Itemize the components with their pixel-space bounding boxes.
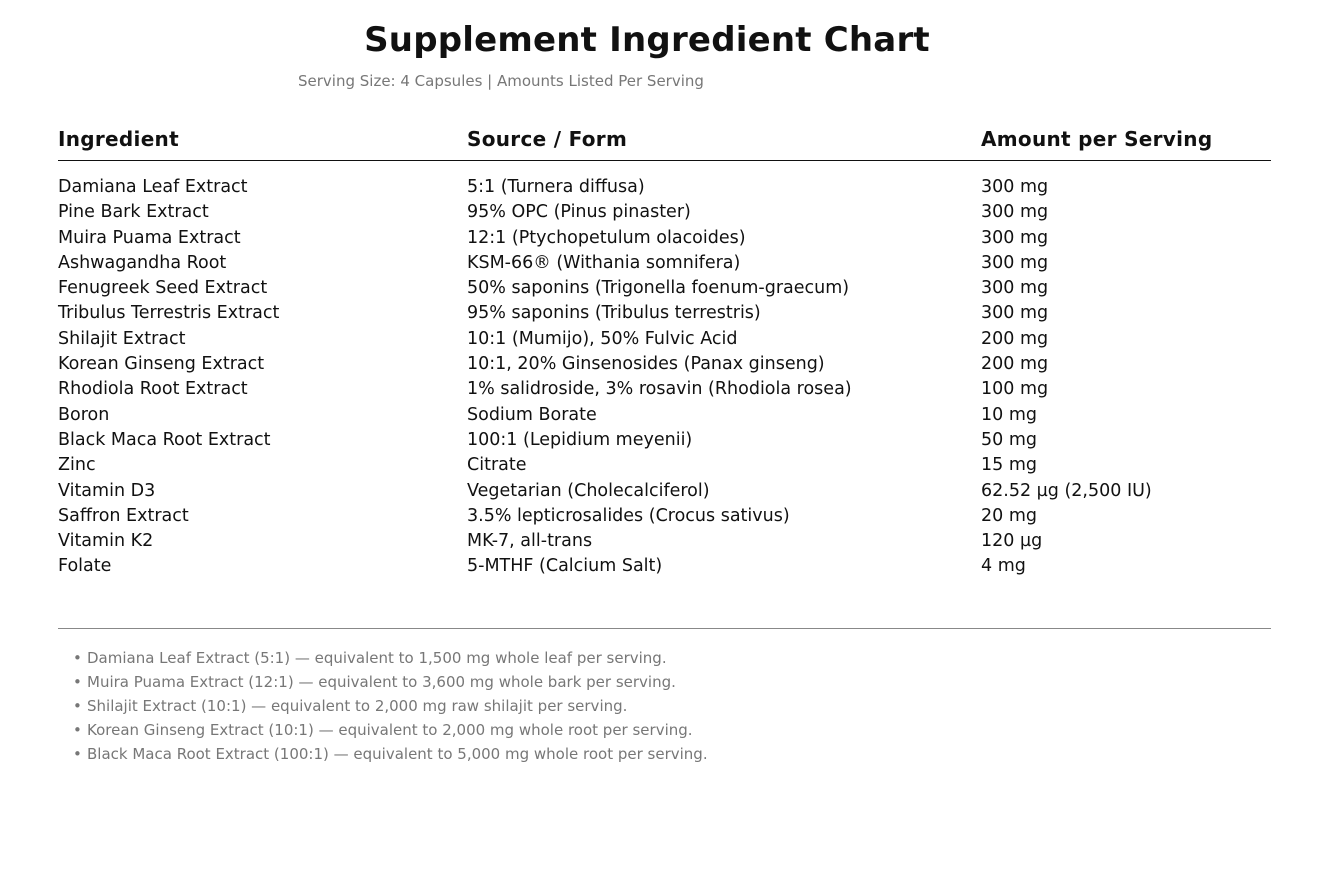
ingredient-cell: Zinc	[58, 455, 96, 476]
table-row	[58, 228, 1271, 253]
table-row	[58, 177, 1271, 202]
column-header-source: Source / Form	[467, 127, 628, 151]
footnote-item	[73, 744, 708, 768]
ingredient-cell: Rhodiola Root Extract	[58, 379, 248, 400]
amount-cell: 300 mg	[981, 227, 1049, 248]
bullet-icon: •	[73, 673, 82, 691]
table-row	[58, 379, 1271, 404]
footnote-text: Black Maca Root Extract (100:1) — equivalent to 5,000 mg whole root per serving.	[87, 745, 708, 763]
footnote-text: Korean Ginseng Extract (10:1) — equivalent to 2,000 mg whole root per serving.	[87, 721, 693, 739]
ingredient-cell: Ashwagandha Root	[58, 252, 227, 273]
amount-cell: 15 mg	[981, 455, 1037, 476]
ingredient-cell: Black Maca Root Extract	[58, 429, 271, 450]
ingredient-table	[58, 127, 1271, 582]
source-cell: 1% salidroside, 3% rosavin (Rhodiola rosea)	[467, 379, 852, 400]
source-cell: 3.5% lepticrosalides (Crocus sativus)	[467, 505, 790, 526]
ingredient-cell: Boron	[58, 404, 110, 425]
bullet-icon: •	[73, 721, 82, 739]
table-row	[58, 329, 1271, 354]
table-row	[58, 556, 1271, 581]
footnote-item	[73, 672, 708, 696]
ingredient-cell: Folate	[58, 556, 112, 577]
bullet-icon: •	[73, 697, 82, 715]
ingredient-cell: Fenugreek Seed Extract	[58, 278, 268, 299]
amount-cell: 200 mg	[981, 354, 1049, 375]
source-cell: 100:1 (Lepidium meyenii)	[467, 429, 693, 450]
table-row	[58, 455, 1271, 480]
amount-cell: 4 mg	[981, 556, 1026, 577]
amount-cell: 62.52 µg (2,500 IU)	[981, 480, 1152, 501]
source-cell: 12:1 (Ptychopetulum olacoides)	[467, 227, 746, 248]
table-body	[58, 177, 1271, 582]
ingredient-cell: Damiana Leaf Extract	[58, 177, 248, 197]
ingredient-cell: Muira Puama Extract	[58, 227, 241, 248]
amount-cell: 300 mg	[981, 278, 1049, 299]
amount-cell: 300 mg	[981, 177, 1049, 197]
source-cell: 5:1 (Turnera diffusa)	[467, 177, 645, 197]
bullet-icon: •	[73, 745, 82, 763]
source-cell: Vegetarian (Cholecalciferol)	[467, 480, 710, 501]
column-header-amount: Amount per Serving	[981, 127, 1213, 151]
footnote-item	[73, 696, 708, 720]
table-row	[58, 202, 1271, 227]
table-row	[58, 303, 1271, 328]
source-cell: Citrate	[467, 455, 527, 476]
ingredient-cell: Tribulus Terrestris Extract	[58, 303, 280, 324]
table-row	[58, 481, 1271, 506]
amount-cell: 10 mg	[981, 404, 1037, 425]
source-cell: 10:1 (Mumijo), 50% Fulvic Acid	[467, 328, 738, 349]
table-row	[58, 531, 1271, 556]
source-cell: MK-7, all-trans	[467, 531, 593, 552]
table-row	[58, 278, 1271, 303]
amount-cell: 20 mg	[981, 505, 1037, 526]
footnote-item	[73, 720, 708, 744]
source-cell: 50% saponins (Trigonella foenum-graecum)	[467, 278, 850, 299]
source-cell: 5-MTHF (Calcium Salt)	[467, 556, 663, 577]
footnote-text: Damiana Leaf Extract (5:1) — equivalent to 1,500 mg whole leaf per serving.	[87, 649, 667, 667]
footnote-item	[73, 648, 708, 672]
amount-cell: 50 mg	[981, 429, 1037, 450]
ingredient-cell: Pine Bark Extract	[58, 202, 209, 223]
source-cell: 95% saponins (Tribulus terrestris)	[467, 303, 761, 324]
bullet-icon: •	[73, 649, 82, 667]
source-cell: Sodium Borate	[467, 404, 597, 425]
table-header	[58, 127, 1271, 161]
ingredient-cell: Vitamin K2	[58, 531, 154, 552]
ingredient-cell: Vitamin D3	[58, 480, 156, 501]
source-cell: 10:1, 20% Ginsenosides (Panax ginseng)	[467, 354, 825, 375]
table-row	[58, 506, 1271, 531]
amount-cell: 300 mg	[981, 252, 1049, 273]
ingredient-cell: Shilajit Extract	[58, 328, 186, 349]
source-cell: 95% OPC (Pinus pinaster)	[467, 202, 691, 223]
source-cell: KSM-66® (Withania somnifera)	[467, 252, 741, 273]
footnote-text: Shilajit Extract (10:1) — equivalent to 2,000 mg raw shilajit per serving.	[87, 697, 628, 715]
ingredient-cell: Korean Ginseng Extract	[58, 354, 265, 375]
table-row	[58, 253, 1271, 278]
amount-cell: 300 mg	[981, 202, 1049, 223]
footnote-divider	[58, 628, 1271, 629]
amount-cell: 200 mg	[981, 328, 1049, 349]
amount-cell: 120 µg	[981, 531, 1043, 552]
footnote-text: Muira Puama Extract (12:1) — equivalent to 3,600 mg whole bark per serving.	[87, 673, 676, 691]
page-title: Supplement Ingredient Chart	[364, 20, 930, 60]
table-row	[58, 405, 1271, 430]
table-row	[58, 430, 1271, 455]
ingredient-cell: Saffron Extract	[58, 505, 189, 526]
footnotes	[73, 648, 708, 768]
column-header-ingredient: Ingredient	[58, 127, 179, 151]
amount-cell: 300 mg	[981, 303, 1049, 324]
amount-cell: 100 mg	[981, 379, 1049, 400]
page-subtitle: Serving Size: 4 Capsules | Amounts Listed Per Serving	[298, 72, 704, 90]
table-row	[58, 354, 1271, 379]
